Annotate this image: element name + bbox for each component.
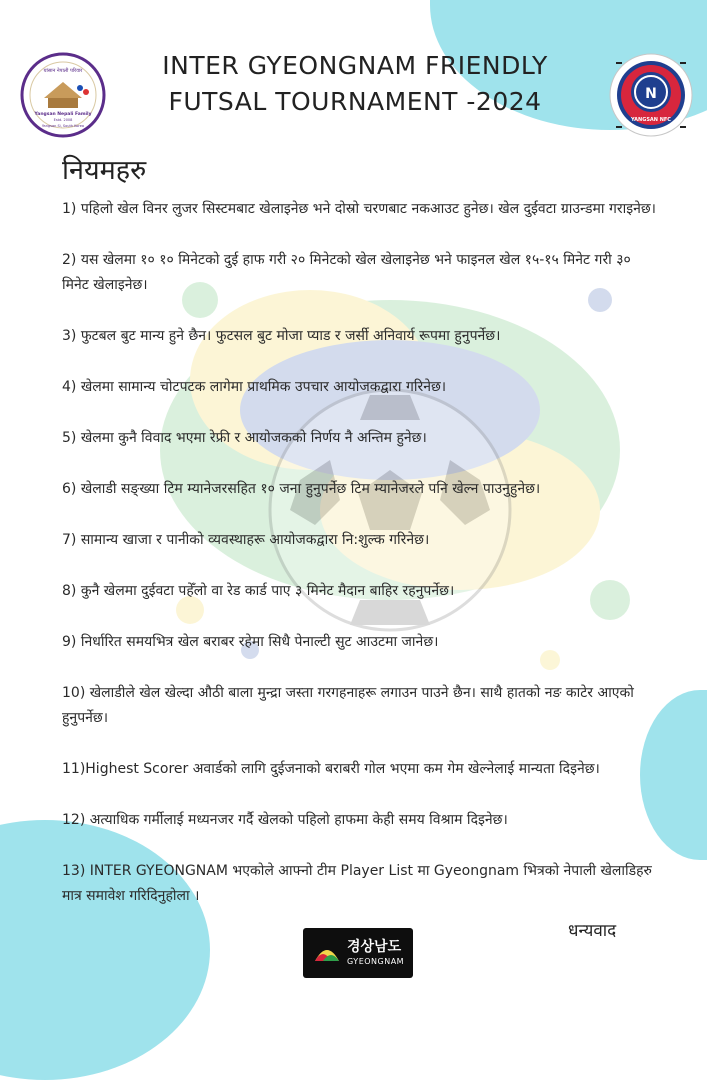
rule-item: 13) INTER GYEONGNAM भएकोले आफ्नो टीम Player List मा Gyeongnam भित्रको नेपाली खेलाडिहरु मात्र समावेश गरिदिनुहोला । bbox=[62, 863, 652, 904]
badge-english-text: GYEONGNAM bbox=[347, 957, 405, 966]
svg-text:YANGSAN NFC: YANGSAN NFC bbox=[631, 117, 671, 123]
svg-text:Estd. 2008: Estd. 2008 bbox=[53, 118, 73, 122]
title-line-1: INTER GYEONGNAM FRIENDLY bbox=[162, 51, 548, 80]
rule-item: 7) सामान्य खाजा र पानीको व्यवस्थाहरू आयोजकद्वारा नि:शुल्क गरिनेछ। bbox=[62, 532, 430, 548]
svg-text:Yangsan Nepali Family: Yangsan Nepali Family bbox=[34, 112, 92, 117]
gyeongnam-badge bbox=[303, 928, 413, 978]
rule-item: 1) पहिलो खेल विनर लुजर सिस्टमबाट खेलाइनेछ भने दोस्रो चरणबाट नकआउट हुनेछ। खेल दुईवटा ग्राउन्डमा गराइनेछ। bbox=[62, 201, 656, 217]
svg-text:यांसान नेपाली परिवार: यांसान नेपाली परिवार bbox=[43, 68, 83, 74]
rule-item: 6) खेलाडी सङ्ख्या टिम म्यानेजरसहित १० जना हुनुपर्नेछ टिम म्यानेजरले पनि खेल्न पाउनुहुनेछ। bbox=[62, 481, 541, 497]
rules-list bbox=[62, 197, 662, 935]
rule-item: 2) यस खेलमा १० १० मिनेटको दुई हाफ गरी २० मिनेटको खेल खेलाइनेछ भने फाइनल खेल १५-१५ मिनेट गरी ३० मिनेट खेलाइनेछ। bbox=[62, 252, 631, 293]
thanks-text: धन्यवाद bbox=[568, 921, 617, 941]
rules-heading: नियमहरु bbox=[62, 155, 147, 186]
rule-item: 12) अत्याधिक गर्मीलाई मध्यनजर गर्दै खेलको पहिलो हाफमा केही समय विश्राम दिइनेछ। bbox=[62, 812, 508, 828]
title-line-2: FUTSAL TOURNAMENT -2024 bbox=[168, 87, 542, 116]
svg-text:Yangsan Si, South Korea: Yangsan Si, South Korea bbox=[41, 124, 85, 128]
rule-item: 5) खेलमा कुनै विवाद भएमा रेफ्री र आयोजकको निर्णय नै अन्तिम हुनेछ। bbox=[62, 430, 427, 446]
rule-item: 4) खेलमा सामान्य चोटपटक लागेमा प्राथमिक उपचार आयोजकद्वारा गरिनेछ। bbox=[62, 379, 447, 395]
rule-item: 3) फुटबल बुट मान्य हुने छैन। फुटसल बुट मोजा प्याड र जर्सी अनिवार्य रूपमा हुनुपर्नेछ। bbox=[62, 328, 501, 344]
svg-text:N: N bbox=[645, 86, 657, 102]
badge-korean-text: 경상남도 bbox=[347, 939, 402, 955]
tournament-title bbox=[145, 48, 565, 120]
rule-item: 8) कुनै खेलमा दुईवटा पहेँलो वा रेड कार्ड पाए ३ मिनेट मैदान बाहिर रहनुपर्नेछ। bbox=[62, 583, 455, 599]
yangsan-nfc-logo bbox=[608, 52, 694, 138]
rule-item: 9) निर्धारित समयभित्र खेल बराबर रहेमा सिधै पेनाल्टी सुट आउटमा जानेछ। bbox=[62, 634, 439, 650]
yangsan-nepali-family-logo bbox=[20, 52, 106, 138]
gyeongnam-emblem-icon bbox=[311, 937, 343, 969]
rule-item: 10) खेलाडीले खेल खेल्दा औठी बाला मुन्द्रा जस्ता गरगहनाहरू लगाउन पाउने छैन। साथै हातको नङ काटेर आएको हुनुपर्नेछ। bbox=[62, 685, 634, 726]
rule-item: 11)Highest Scorer अवार्डको लागि दुईजनाको बराबरी गोल भएमा कम गेम खेल्नेलाई मान्यता दिइनेछ। bbox=[62, 761, 600, 777]
